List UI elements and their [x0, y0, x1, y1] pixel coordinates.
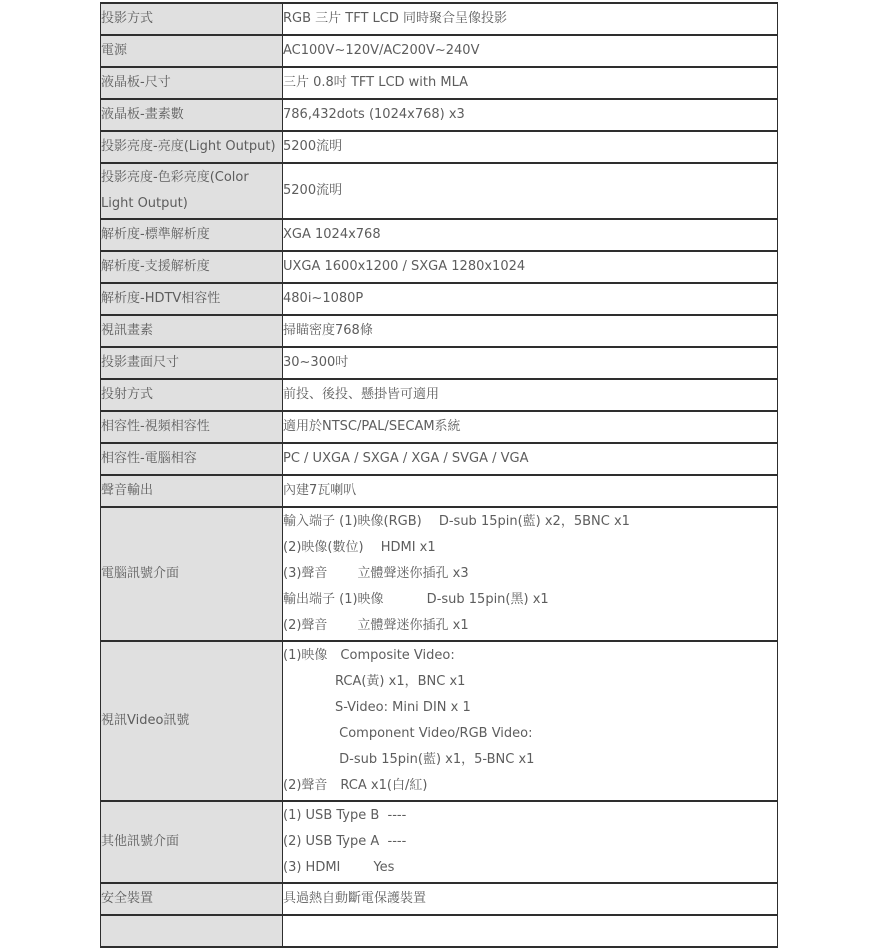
spec-label-cell [101, 163, 283, 219]
spec-value-cell-line: (2)聲音 立體聲迷你插孔 x1 [283, 618, 469, 633]
spec-label-cell [101, 915, 283, 947]
spec-label-cell [101, 251, 283, 283]
spec-value-cell [283, 35, 778, 67]
spec-label-cell [101, 475, 283, 507]
spec-value-cell [283, 475, 778, 507]
spec-value-cell [283, 347, 778, 379]
spec-label-cell-line: 液晶板-畫素數 [101, 107, 184, 122]
spec-value-cell [283, 641, 778, 801]
spec-value-cell-line: RCA(黃) x1，BNC x1 [283, 674, 466, 689]
spec-value-cell-line: (2) USB Type A ---- [283, 834, 407, 849]
spec-label-cell-line: 投影亮度-亮度(Light Output) [101, 139, 276, 154]
spec-value-cell [283, 251, 778, 283]
spec-value-cell [283, 99, 778, 131]
spec-value-cell-line: (1) USB Type B ---- [283, 808, 407, 823]
spec-label-cell-line: 電腦訊號介面 [101, 566, 180, 581]
spec-value-cell [283, 883, 778, 915]
spec-value-cell-line: UXGA 1600x1200 / SXGA 1280x1024 [283, 259, 526, 274]
spec-label-cell [101, 3, 283, 35]
spec-row [101, 641, 778, 801]
spec-value-cell-line: RGB 三片 TFT LCD 同時聚合呈像投影 [283, 11, 508, 26]
spec-label-cell-line: 投射方式 [101, 387, 154, 402]
spec-value-cell-line: 適用於NTSC/PAL/SECAM系統 [283, 419, 461, 434]
spec-row [101, 379, 778, 411]
spec-value-cell [283, 67, 778, 99]
spec-label-cell-line: 投影方式 [101, 11, 154, 26]
spec-label-cell [101, 443, 283, 475]
spec-label-cell-line: Light Output) [101, 196, 188, 211]
spec-row [101, 411, 778, 443]
spec-label-cell [101, 641, 283, 801]
spec-row [101, 347, 778, 379]
spec-value-cell-line: 輸入端子 (1)映像(RGB) D-sub 15pin(藍) x2，5BNC x1 [283, 514, 630, 529]
spec-value-cell [283, 315, 778, 347]
spec-label-cell [101, 131, 283, 163]
spec-value-cell-line: (3) HDMI Yes [283, 860, 395, 875]
spec-value-cell-line: XGA 1024x768 [283, 227, 381, 242]
spec-row [101, 283, 778, 315]
spec-label-cell [101, 283, 283, 315]
spec-label-cell [101, 411, 283, 443]
spec-value-cell [283, 801, 778, 883]
spec-label-cell-line: 安全裝置 [101, 891, 154, 906]
spec-value-cell-line: Component Video/RGB Video: [283, 726, 533, 741]
spec-label-cell [101, 883, 283, 915]
spec-row [101, 35, 778, 67]
spec-value-cell [283, 411, 778, 443]
spec-label-cell [101, 99, 283, 131]
spec-label-cell-line: 電源 [101, 43, 128, 58]
spec-label-cell [101, 315, 283, 347]
spec-label-cell-line: 相容性-視頻相容性 [101, 419, 210, 434]
spec-value-cell-line: (3)聲音 立體聲迷你插孔 x3 [283, 566, 469, 581]
spec-label-cell-line: 解析度-標準解析度 [101, 227, 210, 242]
spec-value-cell [283, 163, 778, 219]
spec-label-cell-line: 投影亮度-色彩亮度(Color [101, 170, 249, 185]
spec-label-cell [101, 35, 283, 67]
spec-row [101, 315, 778, 347]
spec-value-cell [283, 283, 778, 315]
spec-value-cell-line: AC100V~120V/AC200V~240V [283, 43, 480, 58]
spec-label-cell-line: 聲音輸出 [101, 483, 154, 498]
spec-label-cell-line: 視訊畫素 [101, 323, 154, 338]
spec-row [101, 801, 778, 883]
spec-label-cell [101, 379, 283, 411]
spec-row [101, 67, 778, 99]
spec-value-cell-line: 前投、後投、懸掛皆可適用 [283, 387, 440, 402]
spec-value-cell [283, 379, 778, 411]
spec-row [101, 3, 778, 35]
spec-value-cell-line: 30~300吋 [283, 355, 349, 370]
spec-value-cell-line: 三片 0.8吋 TFT LCD with MLA [283, 75, 469, 90]
spec-value-cell-line: D-sub 15pin(藍) x1，5-BNC x1 [283, 752, 535, 767]
spec-value-cell [283, 3, 778, 35]
spec-label-cell [101, 67, 283, 99]
spec-row [101, 251, 778, 283]
spec-label-cell [101, 347, 283, 379]
spec-value-cell-line: (2)映像(數位) HDMI x1 [283, 540, 436, 555]
spec-value-cell [283, 507, 778, 641]
spec-row [101, 507, 778, 641]
spec-value-cell-line: 輸出端子 (1)映像 D-sub 15pin(黑) x1 [283, 592, 549, 607]
spec-value-cell-line: 5200流明 [283, 139, 343, 154]
spec-label-cell-line: 液晶板-尺寸 [101, 75, 171, 90]
spec-row [101, 219, 778, 251]
spec-row [101, 131, 778, 163]
spec-label-cell-line: 相容性-電腦相容 [101, 451, 197, 466]
spec-row [101, 915, 778, 947]
spec-value-cell [283, 915, 778, 947]
spec-value-cell-line: PC / UXGA / SXGA / XGA / SVGA / VGA [283, 451, 529, 466]
spec-label-cell-line: 視訊Video訊號 [101, 713, 190, 728]
spec-value-cell [283, 443, 778, 475]
spec-label-cell-line: 投影畫面尺寸 [101, 355, 180, 370]
spec-row [101, 475, 778, 507]
spec-value-cell-line: 5200流明 [283, 183, 343, 198]
spec-label-cell [101, 507, 283, 641]
spec-value-cell-line: 內建7瓦喇叭 [283, 483, 357, 498]
spec-value-cell-line: 具過熱自動斷電保護裝置 [283, 891, 427, 906]
spec-table-body [101, 3, 778, 947]
spec-value-cell-line: (2)聲音 RCA x1(白/紅) [283, 778, 428, 793]
spec-value-cell-line: 掃瞄密度768條 [283, 323, 373, 338]
spec-value-cell-line: (1)映像 Composite Video: [283, 648, 455, 663]
spec-row [101, 443, 778, 475]
spec-label-cell [101, 219, 283, 251]
spec-label-cell-line: 解析度-HDTV相容性 [101, 291, 221, 306]
spec-row [101, 163, 778, 219]
spec-value-cell [283, 219, 778, 251]
spec-label-cell [101, 801, 283, 883]
spec-value-cell-line: 786,432dots (1024x768) x3 [283, 107, 465, 122]
spec-row [101, 883, 778, 915]
spec-label-cell-line: 解析度-支援解析度 [101, 259, 210, 274]
spec-table [100, 2, 778, 948]
spec-value-cell-line: 480i~1080P [283, 291, 364, 306]
spec-row [101, 99, 778, 131]
spec-value-cell-line: S-Video: Mini DIN x 1 [283, 700, 471, 715]
spec-value-cell [283, 131, 778, 163]
spec-label-cell-line: 其他訊號介面 [101, 834, 180, 849]
